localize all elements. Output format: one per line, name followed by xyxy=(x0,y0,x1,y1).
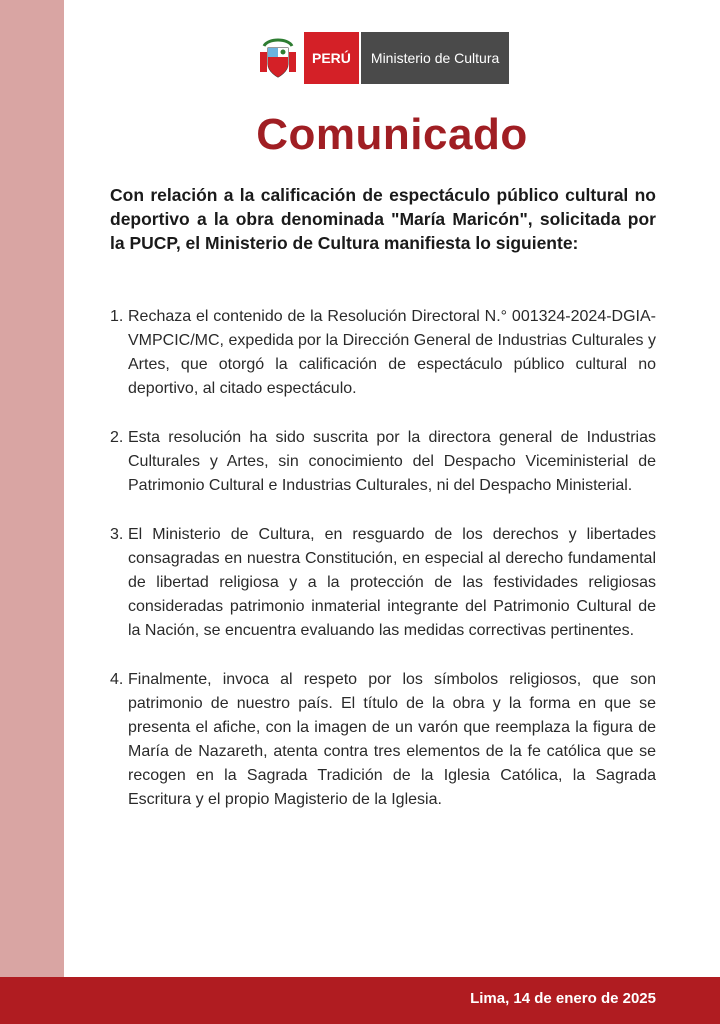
points-list xyxy=(110,305,656,812)
side-band xyxy=(0,0,64,1024)
item-text: El Ministerio de Cultura, en resguardo de los derechos y libertades consagradas en nuestra Constitución, en especial al derecho fundamental de libertad religiosa y a la protección de las festividades religiosas consideradas patrimonio inmaterial integrante del Patrimonio Cultural de la Nación, se encuentra evaluando las medidas correctivas pertinentes. xyxy=(128,526,656,639)
peru-coat-of-arms-icon xyxy=(258,36,298,80)
footer-date: Lima, 14 de enero de 2025 xyxy=(470,990,656,1007)
intro-paragraph: Con relación a la calificación de espectáculo público cultural no deportivo a la obra denominada "María Maricón", solicitada por la PUCP, el Ministerio de Cultura manifiesta lo siguiente: xyxy=(110,185,656,253)
item-number: 3. xyxy=(110,526,124,543)
page-title: Comunicado xyxy=(256,110,528,159)
item-text: Esta resolución ha sido suscrita por la directora general de Industrias Culturales y Artes, sin conocimiento del Despacho Viceministerial de Patrimonio Cultural e Industrias Culturales, ni del Despacho Ministerial. xyxy=(128,429,656,494)
list-item xyxy=(110,426,656,498)
item-number: 2. xyxy=(110,429,124,446)
list-item xyxy=(110,523,656,643)
ministry-logo xyxy=(258,32,509,84)
ministry-label: Ministerio de Cultura xyxy=(361,32,509,84)
item-text: Rechaza el contenido de la Resolución Directoral N.° 001324-2024-DGIA-VMPCIC/MC, expedida por la Dirección General de Industrias Culturales y Artes, que otorgó la calificación de espectáculo público cultural no deportivo, al citado espectáculo. xyxy=(128,308,656,397)
item-number: 1. xyxy=(110,308,124,325)
list-item xyxy=(110,668,656,812)
peru-label: PERÚ xyxy=(304,32,361,84)
list-item xyxy=(110,305,656,401)
item-number: 4. xyxy=(110,671,124,688)
item-text: Finalmente, invoca al respeto por los símbolos religiosos, que son patrimonio de nuestro país. El título de la obra y la forma en que se presenta el afiche, con la imagen de un varón que reemplaza la figura de María de Nazareth, atenta contra tres elementos de la fe católica que se recogen en la Sagrada Tradición de la Iglesia Católica, la Sagrada Escritura y el propio Magisterio de la Iglesia. xyxy=(128,671,656,808)
